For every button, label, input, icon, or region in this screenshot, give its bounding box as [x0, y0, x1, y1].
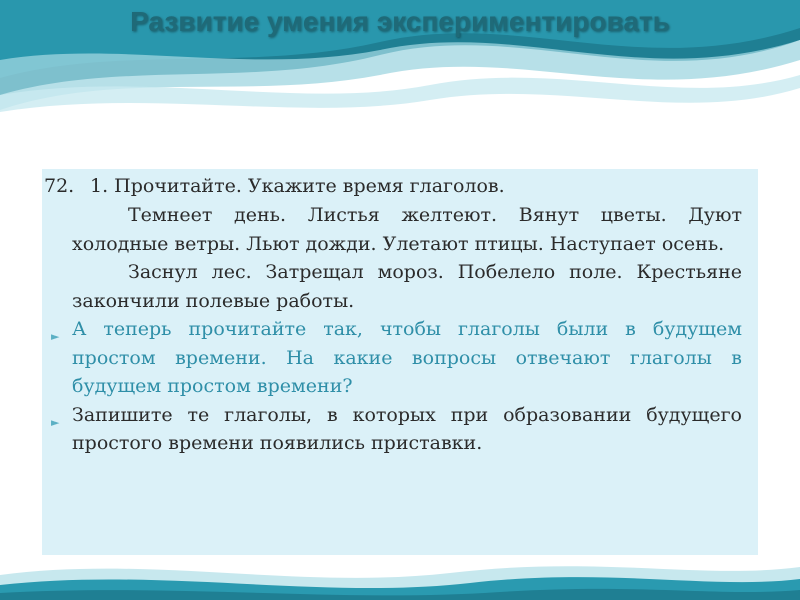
bullet-text-1: А теперь прочитайте так, чтобы глаголы были в будущем простом времени. На какие вопросы отвечают глаголы в будущем простом времени? [72, 318, 742, 397]
slide-title: Развитие умения экспериментировать [130, 6, 670, 37]
exercise-number: 72. [44, 175, 75, 197]
bullet-triangle-icon: ► [51, 415, 60, 429]
text-paragraph-1: Темнеет день. Листья желтеют. Вянут цветы. Дуют холодные ветры. Льют дожди. Улетают птицы. Наступает осень. [72, 204, 742, 255]
exercise-content [51, 201, 742, 458]
exercise-header [44, 172, 744, 201]
text-paragraph-2: Заснул лес. Затрещал мороз. Побелело поле. Крестьяне закончили полевые работы. [72, 261, 742, 312]
bullet-item-1 [51, 315, 742, 401]
bullet-item-2 [51, 401, 742, 458]
decorative-wave-bottom [0, 545, 800, 600]
bullet-triangle-icon: ► [51, 330, 60, 343]
bullet-text-2: Запишите те глаголы, в которых при образовании будущего простого времени появились приставки. [72, 403, 742, 454]
task-header: 1. Прочитайте. Укажите время глаголов. [90, 175, 505, 197]
